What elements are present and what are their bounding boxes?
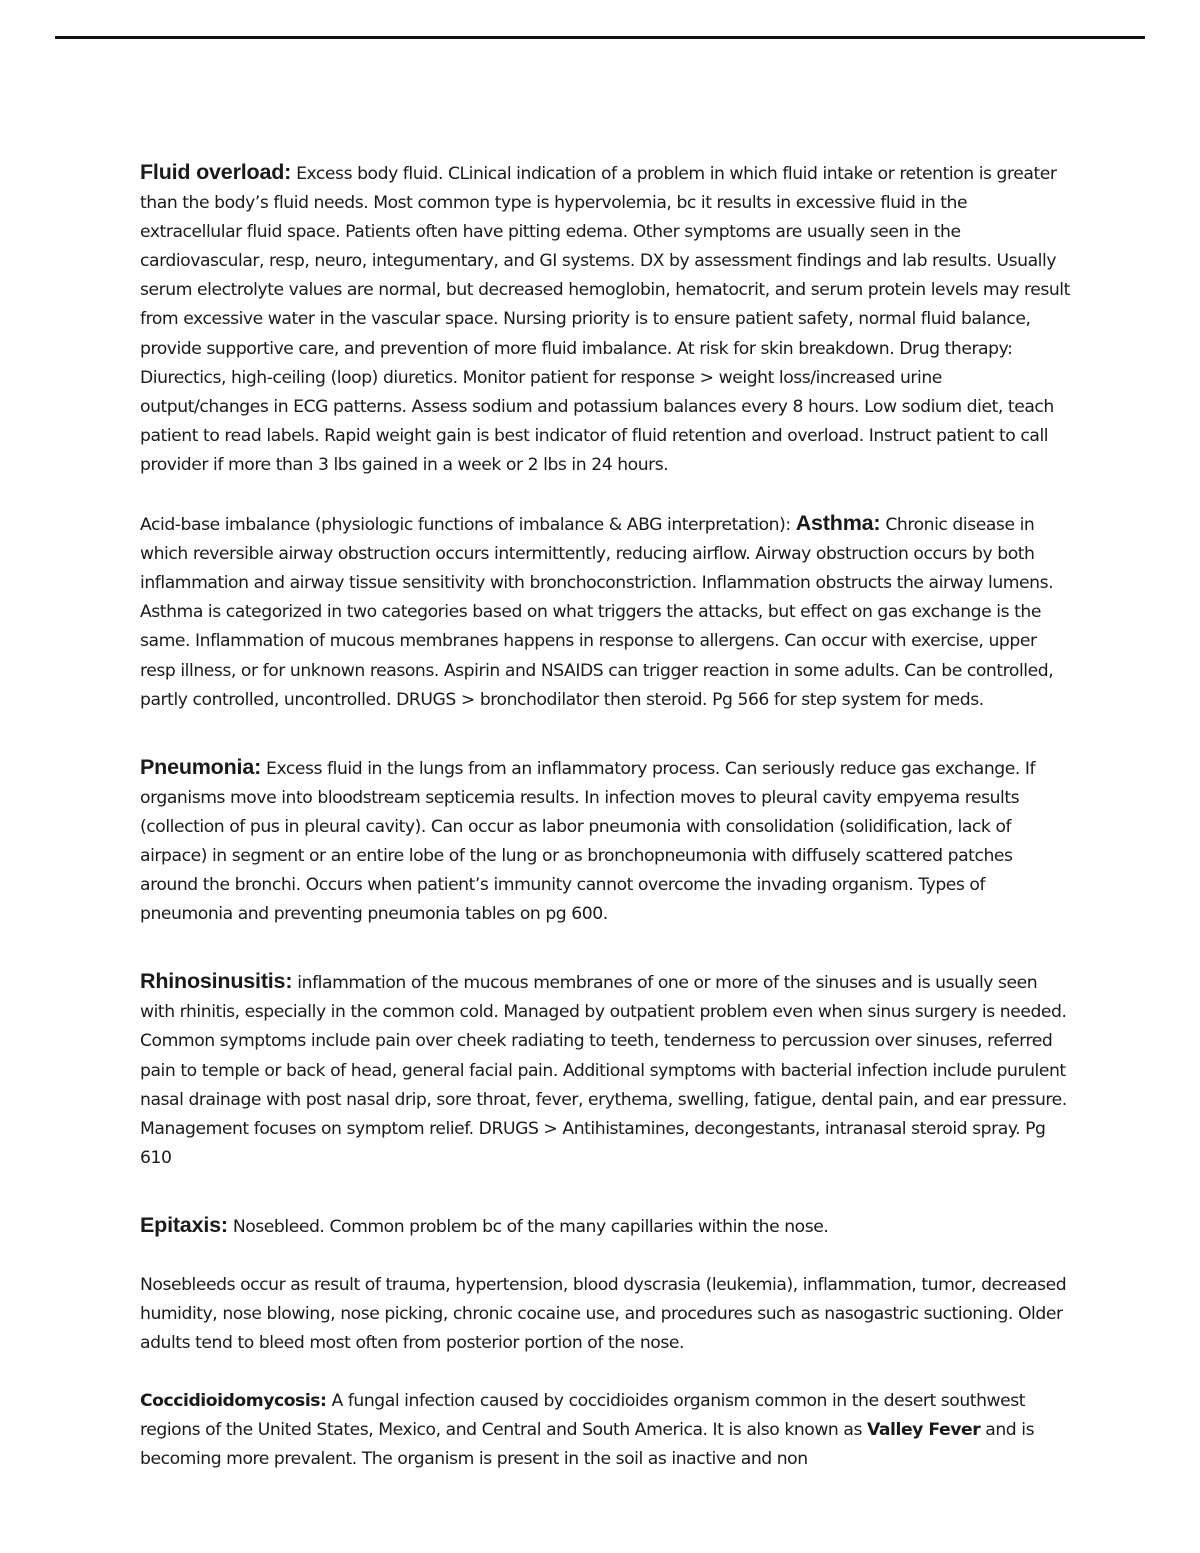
section-body: Nosebleed. Common problem bc of the many capillaries within the nose. (227, 1216, 829, 1237)
section-heading: Fluid overload: (140, 160, 292, 184)
section-heading: Epitaxis: (140, 1212, 228, 1237)
document-page (140, 158, 1070, 1475)
section-nosebleeds (140, 1271, 1070, 1358)
section-body: Excess fluid in the lungs from an inflammatory process. Can seriously reduce gas exchange. If organisms move into bloodstream septicemia results. In infection moves to pleural cavity empyema results (collection of pus in pleural cavity). Can occur as labor pneumonia with consolidation (solidification, lack of airpace) in segment or an entire lobe of the lung or as bronchopneumonia with diffusely scattered patches around the bronchi. Occurs when patient’s immunity cannot overcome the invading organism. Types of pneumonia and preventing pneumonia tables on pg 600. (140, 758, 1036, 925)
section-body: Excess body fluid. CLinical indication of a problem in which fluid intake or retention is greater than the body’s fluid needs. Most common type is hypervolemia, bc it results in excessive fluid in the extracellular fluid space. Patients often have pitting edema. Other symptoms are usually seen in the cardiovascular, resp, neuro, integumentary, and GI systems. DX by assessment findings and lab results. Usually serum electrolyte values are normal, but decreased hemoglobin, hematocrit, and serum protein levels may result from excessive water in the vascular space. Nursing priority is to ensure patient safety, normal fluid balance, provide supportive care, and prevention of more fluid imbalance. At risk for skin breakdown. Drug therapy: Diurectics, high-ceiling (loop) diuretics. Monitor patient for response > weight loss/increased urine output/changes in ECG patterns. Assess sodium and potassium balances every 8 hours. Low sodium diet, teach patient to read labels. Rapid weight gain is best indicator of fluid retention and overload. Instruct patient to call provider if more than 3 lbs gained in a week or 2 lbs in 24 hours. (140, 164, 1070, 475)
section-bold-term: Valley Fever (867, 1420, 981, 1441)
section-epitaxis (140, 1211, 1070, 1242)
section-body-end: and is becoming more prevalent. The organism is present in the soil as inactive and non (140, 1420, 1035, 1470)
section-prefix: Acid-base imbalance (physiologic functions of imbalance & ABG interpretation): (140, 515, 796, 536)
section-body: Chronic disease in which reversible airway obstruction occurs intermittently, reducing airflow. Airway obstruction occurs by both inflammation and airway tissue sensitivity with bronchoconstriction. Inflammation obstructs the airway lumens. Asthma is categorized in two categories based on what triggers the attacks, but effect on gas exchange is the same. Inflammation of mucous membranes happens in response to allergens. Can occur with exercise, upper resp illness, or for unknown reasons. Aspirin and NSAIDS can trigger reaction in some adults. Can be controlled, partly controlled, uncontrolled. DRUGS > bronchodilator then steroid. Pg 566 for step system for meds. (140, 515, 1054, 710)
section-coccidioidomycosis (140, 1387, 1070, 1474)
header-rule (55, 36, 1145, 39)
section-body: Nosebleeds occur as result of trauma, hypertension, blood dyscrasia (leukemia), inflammation, tumor, decreased humidity, nose blowing, nose picking, chronic cocaine use, and procedures such as nasogastric suctioning. Older adults tend to bleed most often from posterior portion of the nose. (140, 1275, 1067, 1354)
section-heading: Asthma: (795, 511, 881, 536)
section-rhinosinusitis (140, 967, 1070, 1173)
section-bold-lead: Coccidioidomycosis: (140, 1391, 327, 1412)
section-body: A fungal infection caused by coccidioides organism common in the desert southwest regions of the United States, Mexico, and Central and South America. It is also known as (140, 1391, 1026, 1441)
section-heading: Pneumonia: (140, 754, 262, 779)
section-body: inflammation of the mucous membranes of one or more of the sinuses and is usually seen with rhinitis, especially in the common cold. Managed by outpatient problem even when sinus surgery is needed. Common symptoms include pain over cheek radiating to teeth, tenderness to percussion over sinuses, referred pain to temple or back of head, general facial pain. Additional symptoms with bacterial infection include purulent nasal drainage with post nasal drip, sore throat, fever, erythema, swelling, fatigue, dental pain, and ear pressure. Management focuses on symptom relief. DRUGS > Antihistamines, decongestants, intranasal steroid spray. Pg 610 (140, 973, 1067, 1168)
section-asthma (140, 509, 1070, 715)
section-fluid-overload (140, 158, 1070, 480)
section-heading: Rhinosinusitis: (140, 969, 293, 994)
section-pneumonia (140, 753, 1070, 930)
